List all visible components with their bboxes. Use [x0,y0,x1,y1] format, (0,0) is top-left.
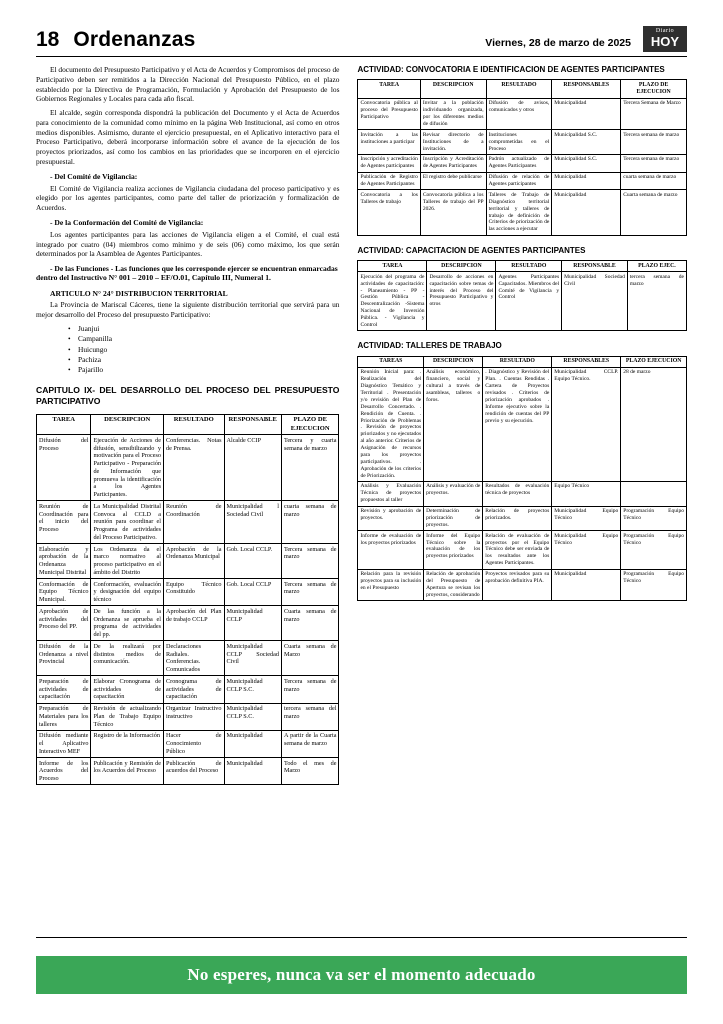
column-header: PLAZO DE EJECUCION [621,80,687,98]
cell-plazo: Tercera semana de marzo [621,130,687,155]
cell-responsables: Municipalidad Equipo Técnico [552,531,621,569]
table-row [358,569,687,601]
activity-title-convocatoria: ACTIVIDAD: CONVOCATORIA E IDENTIFICACION DE AGENTES PARTICIPANTES [357,65,665,74]
cell-descripcion: Desarrollo de acciones en capacitación sobre temas de interés del Proceso del Presupuesto Participativo y otros [427,272,496,331]
cell-tarea: Informe de los Acuerdos del Proceso [37,758,91,785]
page-title: Ordenanzas [73,28,196,51]
cell-tarea: Invitación a las instituciones a participar [358,130,420,155]
cell-responsable: Alcalde CCIP [224,435,281,501]
cell-descripcion: Conformación, evaluación y designación del equipo técnico [91,579,164,606]
cell-responsable: Municipalidad CCLP S.C. [224,676,281,703]
cell-resultado: Agentes Participantes Capacitados. Miembros del Comité de Vigilancia y Control [496,272,562,331]
list-item: • Huicungo [78,345,339,355]
column-header: RESULTADO [164,414,224,434]
cell-plazo: Tercera semana de marzo [281,676,339,703]
cell-tarea: Difusión de la Ordenanza a nivel Provincial [37,641,91,676]
chapter-heading: CAPITULO IX- DEL DESARROLLO DEL PROCESO DEL PRESUPUESTO PARTICIPATIVO [36,384,340,406]
subheading-conformacion: - De la Conformación del Comité de Vigilancia: [50,217,204,227]
page-content [0,57,723,795]
cell-tarea: Informe de evaluación de los proyectos priorizados [358,531,424,569]
table-row [358,190,687,235]
cell-responsable: Municipalidad Sociedad Civil [562,272,628,331]
list-item: • Pachiza [78,355,339,365]
cell-responsables: Municipalidad [552,569,621,601]
cell-responsables: Municipalidad [552,172,621,190]
table-row [358,506,687,531]
paragraph: La Provincia de Mariscal Cáceres, tiene la siguiente distribución territorial que servirá para un mejor desarrollo del Proceso del presupuesto Participativo: [36,300,340,320]
cell-resultado: Cronograma de actividades de capacitación [164,676,224,703]
column-header: DESCRIPCION [420,80,486,98]
masthead [0,0,723,56]
cell-resultado: Declaraciones Radiales. Conferencias. Comunicados [164,641,224,676]
table-row [358,367,687,481]
table-row [37,544,339,579]
column-header: PLAZO EJEC. [627,261,686,272]
article-title: ARTICULO N° 24° DISTRIBUCION TERRITORIAL [50,289,228,299]
table-row [37,606,339,641]
cell-descripcion: Registro de la Información [91,730,164,757]
table-row [37,501,339,544]
cell-descripcion: Publicación y Remisión de los Acuerdos del Proceso [91,758,164,785]
cell-tarea: Ejecución del programa de actividades de capacitación: - Planeamiento - PP - Gestión Pública - Descentralización -Sistema Nacional de Inversión Pública. - Vigilancia y Control [358,272,427,331]
column-header: RESULTADO [483,356,552,367]
table-row [37,641,339,676]
cell-tarea: Convocatoria pública al proceso del Presupuesto Participativo [358,98,420,130]
table-row [358,154,687,172]
cell-tarea: Reunión de Coordinación para el inicio del Proceso [37,501,91,544]
capacitacion-table [357,260,687,331]
cell-responsables: Municipalidad [552,98,621,130]
cell-descripcion: De la realizará por distintos medios de comunicación. [91,641,164,676]
activity-title-talleres: ACTIVIDAD: TALLERES DE TRABAJO [357,341,502,351]
cell-tarea: Aprobación de actividades del Proceso del PP. [37,606,91,641]
list-item: • Campanilla [78,334,339,344]
cell-descripcion: Convocatoria pública a los Talleres de trabajo del PP 2026. [420,190,486,235]
cell-responsables: Municipalidad [552,190,621,235]
cell-resultado: Proyectos revisados para su aprobación definitiva PIA. [483,569,552,601]
cell-responsable: Municipalidad CCLP S.C. [224,703,281,730]
column-header: RESPONSABLE [224,414,281,434]
cell-tarea: Preparación de actividades de capacitación [37,676,91,703]
cell-plazo: Cuarta semana de marzo [281,606,339,641]
cell-descripcion: Elaborar Cronograma de actividades de capacitación [91,676,164,703]
cell-resultado: Publicación de acuerdos del Proceso [164,758,224,785]
cell-tarea: Revisión y aprobación de proyectos. [358,506,424,531]
newspaper-logo [643,26,687,52]
table-header-row [358,80,687,98]
cell-descripcion: Revisar directorio de Instituciones de a invitación. [420,130,486,155]
column-header: PLAZO DE EJECUCION [281,414,339,434]
cell-descripcion: Análisis económico, financiero, social y cultural a través de asambleas, talleres o foros. [424,367,483,481]
column-header: RESPONSABLES [552,356,621,367]
cell-descripcion: La Municipalidad Distrital Convoca al CCLD a reunión para coordinar el Programa de actividades del Proceso Participativo. [91,501,164,544]
column-header: RESULTADO [496,261,562,272]
cell-responsables: Municipalidad CCLP. Equipo Técnico. [552,367,621,481]
cell-resultado: Padrón actualizado de Agentes Participantes [486,154,552,172]
column-header: RESPONSABLE [562,261,628,272]
cell-plazo: Programación Equipo Técnico [621,531,687,569]
column-header: RESPONSABLES [552,80,621,98]
table-row [37,703,339,730]
cell-plazo: 28 de marzo [621,367,687,481]
column-header: TAREA [358,261,427,272]
activity-title-capacitacion: ACTIVIDAD: CAPACITACION DE AGENTES PARTICIPANTES [357,245,586,255]
table-row [358,98,687,130]
cell-plazo: Tercera Semana de Marzo [621,98,687,130]
cell-responsables: Municipalidad S.C. [552,130,621,155]
cell-plazo: Todo el mes de Marzo [281,758,339,785]
process-development-table [36,414,339,785]
list-item: • Juanjui [78,324,339,334]
cell-tarea: Reunión Inicial para: . Realización del Diagnóstico Temático y Territorial . Presentación y/o revisión del Plan de Desarrollo Concertado. . Rendición de Cuenta. . Priorización de Problemas . Revisión de proyectos priorizados y no ejecutados al año anterior. Criterios de Asignación de recursos para los proyectos participativos. . Aprobación de los criterios de Priorización. [358,367,424,481]
cell-plazo: cuarta semana de marzo [621,172,687,190]
cell-descripcion: Invitar a la población individuando organizada, por los diferentes medios de difusión [420,98,486,130]
cell-responsable: Gob. Local CCLP [224,579,281,606]
cell-tarea: Inscripción y acreditación de Agentes participantes [358,154,420,172]
footer-divider [36,937,687,938]
subheading-comite-vigilancia: - Del Comité de Vigilancia: [50,171,138,181]
cell-tarea: Publicación de Registro de Agentes Participantes [358,172,420,190]
cell-descripcion: Análisis y evaluación de proyectos. [424,481,483,506]
list-item: • Pajarillo [78,365,339,375]
cell-plazo: Tercera y cuarta semana de marzo [281,435,339,501]
table-row [358,172,687,190]
cell-plazo: tercera semana del marzo [281,703,339,730]
cell-tarea: Análisis y Evaluación Técnica de proyectos propuestos al taller [358,481,424,506]
cell-tarea: Conformación de Equipo Técnico Municipal. [37,579,91,606]
cell-descripcion: Informe del Equipo Técnico sobre la evaluación de los proyectos priorizados [424,531,483,569]
cell-plazo: Programación Equipo Técnico [621,506,687,531]
paragraph: El documento del Presupuesto Participativo y el Acta de Acuerdos y Compromisos del proceso de Participativo deben ser remitidos a la Dirección Nacional del Presupuesto Público, en el plazo establecido por la Directiva de Programación, Formulación y Aprobación del Presupuesto de los Gobiernos Regionales y Locales para cada año fiscal. [36,65,340,104]
table-row [358,272,687,331]
column-header: PLAZO EJECUCION [621,356,687,367]
cell-plazo: Programación Equipo Técnico [621,569,687,601]
paragraph: El Comité de Vigilancia realiza acciones de Vigilancia ciudadana del proceso participativo y es elegido por los agentes participantes, como parte del taller de priorización y formalización de Acuerdos. [36,183,340,213]
convocatoria-table [357,79,687,235]
cell-tarea: Elaboración y aprobación de la Ordenanza Municipal Distrital [37,544,91,579]
cell-plazo: Tercera semana de marzo [621,154,687,172]
cell-resultado: Aprobación del Plan de trabajo CCLP [164,606,224,641]
cell-resultado: Difusión de relación de Agentes participantes [486,172,552,190]
cell-resultado: Talleres de Trabajo de Diagnóstico territorial territorial y talleres de trabajo de definición de Criterios de priorización de las acciones a ejecutar [486,190,552,235]
column-header: RESULTADO [486,80,552,98]
cell-responsable: Municipalidad CCLP Sociedad Civil [224,641,281,676]
page-number: 18 [36,28,60,51]
cell-resultado: Instituciones comprometidas en el Proceso [486,130,552,155]
cell-descripcion: Inscripción y Acreditación de Agentes Participantes [420,154,486,172]
paragraph: Los agentes participantes para las acciones de Vigilancia eligen a el Comité, el cual está integrado por cuatro (04) miembros como mínimo y de seis (06) como máximo, los que serán determinados por la Asamblea de Agentes Participantes. [36,229,340,259]
cell-responsables: Municipalidad S.C. [552,154,621,172]
cell-resultado: Organizar Instructivo instructivo [164,703,224,730]
column-header: TAREA [358,80,420,98]
cell-responsables: Municipalidad Equipo Técnico [552,506,621,531]
footer-banner: No esperes, nunca va ser el momento adecuado [36,956,687,994]
cell-plazo [621,481,687,506]
cell-tarea: Convocatoria a los Talleres de trabajo [358,190,420,235]
cell-resultado: Difusión de avisos, comunicados y otros [486,98,552,130]
table-header-row [358,356,687,367]
table-row [37,676,339,703]
cell-tarea: Difusión del Proceso [37,435,91,501]
cell-tarea: Preparación de Materiales para los talleres [37,703,91,730]
cell-descripcion: El registro debe publicarse [420,172,486,190]
cell-plazo: Cuarta semana de marzo [621,190,687,235]
logo-line1: Diario [655,28,675,34]
table-header-row [358,261,687,272]
cell-resultado: Relación de proyectos priorizados. [483,506,552,531]
cell-plazo: cuarta semana de marzo [281,501,339,544]
table-row [358,531,687,569]
cell-responsables: Equipo Técnico [552,481,621,506]
cell-tarea: Difusión mediante el Aplicativo Interactivo MEF [37,730,91,757]
cell-descripcion: Revisión de actualizando Plan de Trabajo Equipo Técnico [91,703,164,730]
cell-resultado: Reunión de Coordinación [164,501,224,544]
cell-plazo: Tercera semana de marzo [281,544,339,579]
cell-resultado: . Diagnóstico y Revisión del Plan. . Cuentas Rendidas . Cartera de Proyectos revisados . Criterios de priorización aprobados . Informe ejecutivo sobre la rendición de cuentas del PP previo y su ejecución. [483,367,552,481]
cell-resultado: Conferencias. Notas de Prensa. [164,435,224,501]
table-row [358,130,687,155]
logo-line2: HOY [650,34,680,49]
cell-descripcion: Determinación de priorización de proyectos. [424,506,483,531]
cell-descripcion: Relación de aprobación del Presupuesto de Apertura se revisan los proyectos, considerando [424,569,483,601]
cell-plazo: Tercera semana de marzo [281,579,339,606]
cell-resultado: Relación de evaluación de proyectos por el Equipo Técnico debe ser enviada de los resultados ante los Agentes Participantes. [483,531,552,569]
issue-date: Viernes, 28 de marzo de 2025 [485,37,631,49]
cell-tarea: Relación para la revisión proyectos para su inclusión en el Presupuesto [358,569,424,601]
table-row [37,730,339,757]
cell-responsable: Municipalidad [224,730,281,757]
subheading-funciones: - De las Funciones - Las funciones que les corresponde ejercer se encuentran enmarcadas dentro del Instructivo N° 001 – 2010 – EF/O.01, Capítulo III, Numeral 1. [36,264,338,283]
cell-resultado: Equipo Técnico Constituido [164,579,224,606]
district-list [36,324,339,376]
column-header: DESCRIPCION [91,414,164,434]
column-header: DESCRIPCION [427,261,496,272]
cell-responsable: Municipalidad CCLP [224,606,281,641]
cell-responsable: Municipalidad l Sociedad Civil [224,501,281,544]
cell-responsable: Municipalidad [224,758,281,785]
cell-descripcion: Los Ordenanza da el marco normativo al proceso participativo en el ámbito del Distrito [91,544,164,579]
table-row [37,758,339,785]
table-row [37,579,339,606]
table-row [37,435,339,501]
cell-resultado: Aprobación de la Ordenanza Municipal [164,544,224,579]
talleres-table [357,356,687,601]
right-column [348,65,687,795]
table-header-row [37,414,339,434]
cell-plazo: A partir de la Cuarta semana de marzo [281,730,339,757]
column-header: TAREA [37,414,91,434]
cell-resultado: Hacer de Conocimiento Público [164,730,224,757]
column-header: TAREAS [358,356,424,367]
cell-descripcion: De las función a la Ordenanza se aprueba el programa de actividades del pp. [91,606,164,641]
cell-plazo: tercera semana de marzo [627,272,686,331]
cell-resultado: Resultados de evaluación técnica de proyectos [483,481,552,506]
paragraph: El alcalde, según corresponda dispondrá la publicación del Documento y el Acta de Acuerdos para conocimiento de la comunidad como mínimo en la página Web Institucional, así como en otros medios disponibles. Asimismo, durante el ejercicio presupuestal, en el Aplicativo interactivo para el Proceso Participativo, deberá incorporarse información sobre el avance de la ejecución de los proyectos priorizados, así como los cambios en las prioridades que se incorporen en el ejercicio presupuestal. [36,108,340,166]
column-header: DESCRIPCION [424,356,483,367]
cell-responsable: Gob. Local CCLP. [224,544,281,579]
cell-descripcion: Ejecución de Acciones de difusión, sensibilizando y motivación para el Proceso Participativo - Preparación de Información que promueva la identificación a los Agentes Participantes. [91,435,164,501]
left-column [36,65,348,795]
cell-plazo: Cuarta semana de Marzo [281,641,339,676]
table-row [358,481,687,506]
